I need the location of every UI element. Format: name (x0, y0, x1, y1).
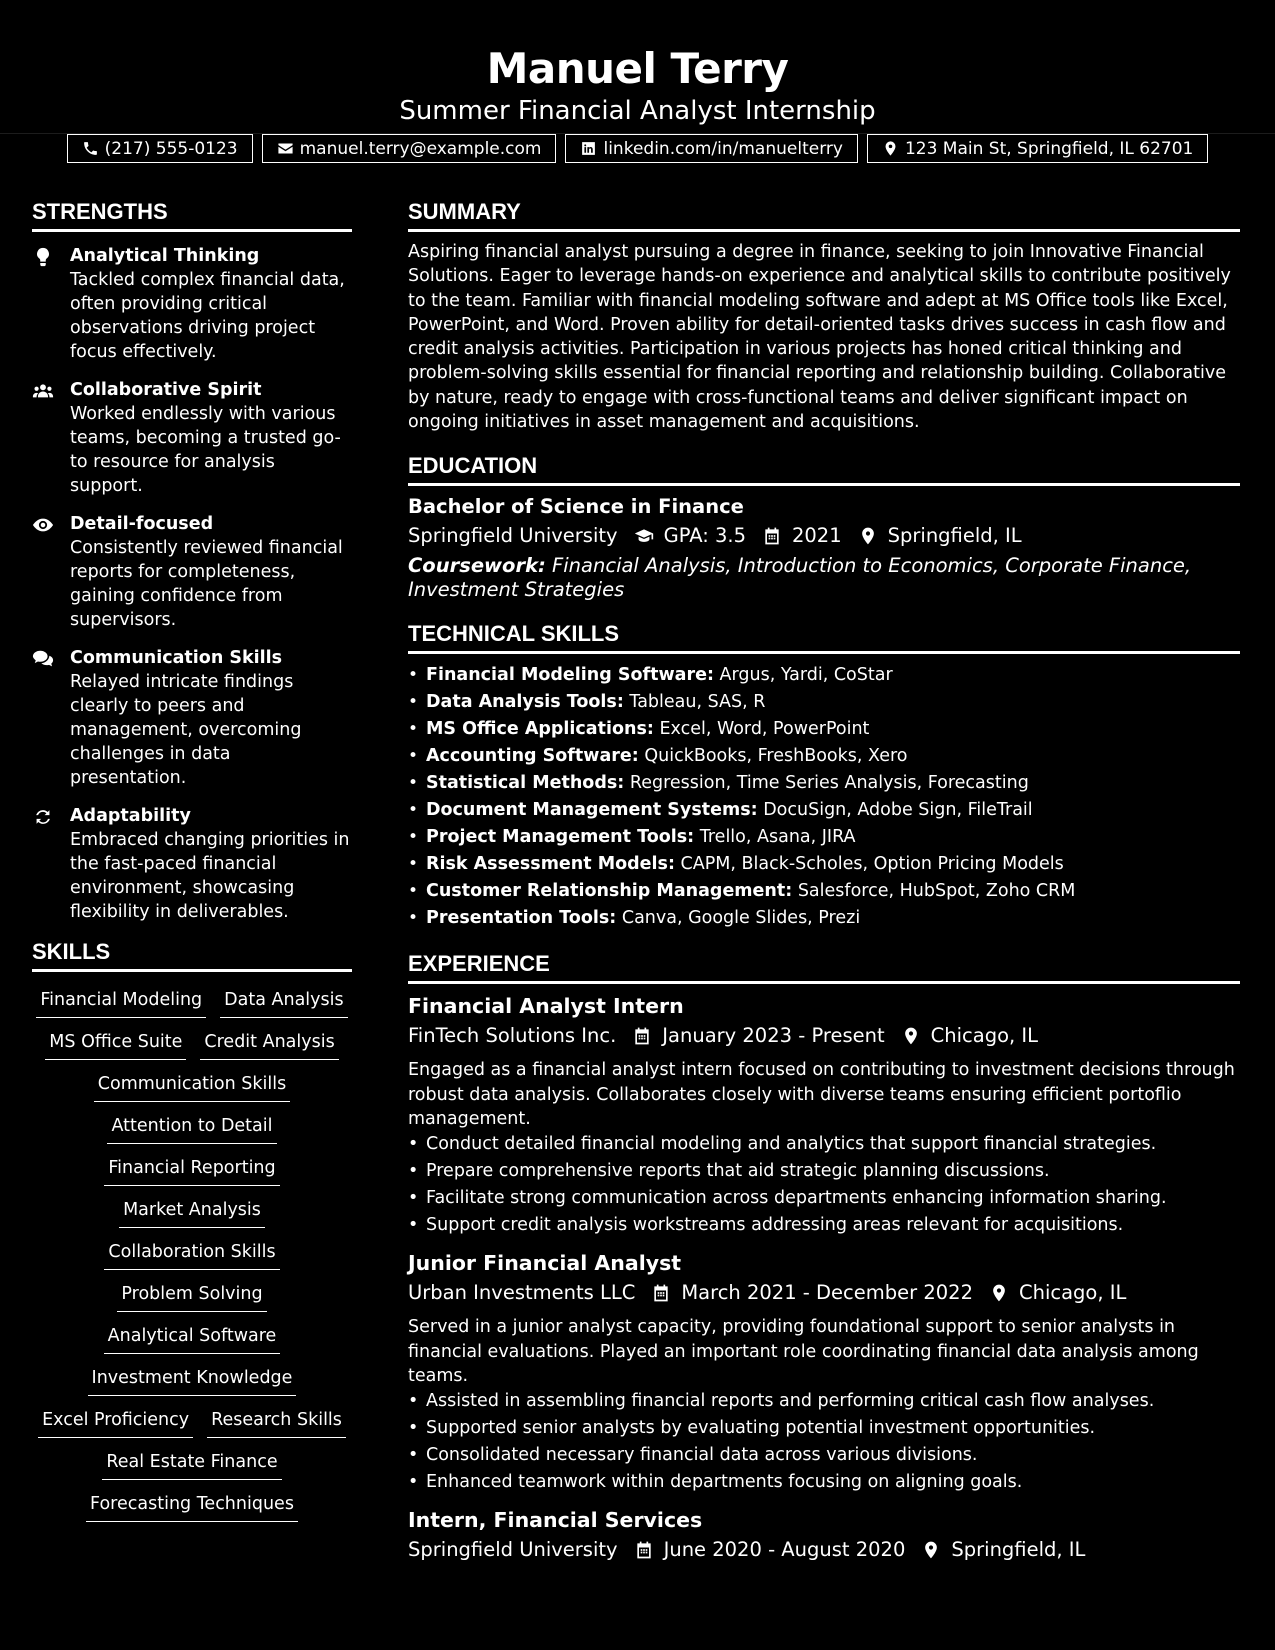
skill-tag: Attention to Detail (107, 1110, 276, 1144)
map-marker-icon (989, 1283, 1009, 1303)
sync-icon (32, 806, 54, 828)
list-item: • Supported senior analysts by evaluating potential investment opportunities. (408, 1415, 1240, 1442)
skill-tag: Credit Analysis (200, 1026, 338, 1060)
linkedin-text: linkedin.com/in/manuelterry (603, 138, 843, 159)
skill-label: Financial Modeling Software: (426, 665, 714, 686)
phone-text: (217) 555-0123 (104, 138, 238, 159)
left-column (32, 198, 352, 1524)
list-item: • Assisted in assembling financial reports and performing critical cash flow analyses. (408, 1388, 1240, 1415)
contact-bar (0, 134, 1275, 163)
strength-item (32, 646, 352, 790)
job-meta (408, 1020, 1240, 1052)
address-text: 123 Main St, Springfield, IL 62701 (904, 138, 1194, 159)
strength-desc: Embraced changing priorities in the fast-paced financial environment, showcasing flexibility in deliverables. (70, 830, 350, 922)
skill-value: DocuSign, Adobe Sign, FileTrail (763, 800, 1033, 821)
strength-title: Adaptability (70, 806, 191, 826)
skill-label: Statistical Methods: (426, 773, 625, 794)
list-item (408, 824, 1240, 851)
job-entry (408, 1249, 1240, 1496)
experience-heading: EXPERIENCE (408, 950, 1240, 984)
skill-label: Document Management Systems: (426, 800, 758, 821)
skill-tag: Financial Reporting (104, 1152, 279, 1186)
job-entry (408, 1506, 1240, 1566)
job-dates: January 2023 - Present (662, 1024, 885, 1048)
skill-label: Data Analysis Tools: (426, 692, 624, 713)
strength-desc: Worked endlessly with various teams, becoming a trusted go-to resource for analysis support. (70, 404, 341, 496)
strength-desc: Relayed intricate findings clearly to peers and management, overcoming challenges in data presentation. (70, 672, 302, 788)
resume-header (0, 0, 1275, 159)
skill-tag: Analytical Software (104, 1320, 281, 1354)
linkedin-icon (580, 140, 597, 157)
graduation-cap-icon (634, 526, 654, 546)
email-text: manuel.terry@example.com (299, 138, 542, 159)
list-item (408, 743, 1240, 770)
skill-label: Accounting Software: (426, 746, 639, 767)
map-marker-icon (901, 1026, 921, 1046)
skill-value: Regression, Time Series Analysis, Forecasting (629, 773, 1029, 794)
summary-heading: SUMMARY (408, 198, 1240, 232)
skill-value: Excel, Word, PowerPoint (659, 719, 870, 740)
job-bullets (408, 1131, 1240, 1239)
job-meta (408, 1277, 1240, 1309)
contact-phone[interactable] (67, 134, 253, 163)
map-marker-icon (921, 1540, 941, 1560)
skill-tag: Research Skills (207, 1404, 346, 1438)
list-item: • Prepare comprehensive reports that aid strategic planning discussions. (408, 1158, 1240, 1185)
skill-value: Argus, Yardi, CoStar (719, 665, 893, 686)
job-location: Chicago, IL (1018, 1281, 1127, 1305)
list-item (408, 716, 1240, 743)
skill-tag: Excel Proficiency (38, 1404, 193, 1438)
list-item: • Conduct detailed financial modeling and analytics that support financial strategies. (408, 1131, 1240, 1158)
job-title: Junior Financial Analyst (408, 1251, 682, 1276)
skills-tags (32, 984, 352, 1524)
skill-label: Project Management Tools: (426, 827, 695, 848)
strength-desc: Consistently reviewed financial reports for completeness, gaining confidence from supervisors. (70, 538, 343, 630)
strength-item (32, 244, 352, 364)
job-title: Intern, Financial Services (408, 1508, 703, 1533)
skill-tag: Market Analysis (119, 1194, 265, 1228)
strength-title: Detail-focused (70, 514, 214, 534)
lightbulb-icon (32, 246, 54, 268)
skill-value: CAPM, Black-Scholes, Option Pricing Models (680, 854, 1064, 875)
coursework-text: Financial Analysis, Introduction to Economics, Corporate Finance, Investment Strategies (408, 554, 1192, 602)
strength-desc: Tackled complex financial data, often providing critical observations driving project focus effectively. (70, 270, 345, 362)
skill-tag: Collaboration Skills (104, 1236, 279, 1270)
skill-tag: MS Office Suite (45, 1026, 186, 1060)
education-section (408, 452, 1240, 602)
skill-tag: Problem Solving (117, 1278, 266, 1312)
company-name: FinTech Solutions Inc. (408, 1024, 617, 1048)
summary-text: Aspiring financial analyst pursuing a degree in finance, seeking to join Innovative Financial Solutions. Eager to leverage hands-on experience and analytical skills to contribute positively to the team. Familiar with financial modeling software and adept at MS Office tools like Excel, PowerPoint, and Word. Proven ability for detail-oriented tasks drives success in cash flow and credit analysis activities. Participation in various projects has honed critical thinking and problem-solving skills essential for financial reporting and relationship building. Collaborative by nature, ready to engage with cross-functional teams and deliver significant impact on ongoing initiatives in asset management and acquisitions. (408, 242, 1231, 433)
job-meta (408, 1534, 1240, 1566)
job-bullets (408, 1388, 1240, 1496)
job-location: Chicago, IL (930, 1024, 1039, 1048)
job-description: Engaged as a financial analyst intern focused on contributing to investment decisions through robust data analysis. Collaborates closely with diverse teams ensuring efficient portoflio management. (408, 1060, 1235, 1129)
list-item (408, 662, 1240, 689)
skill-label: Presentation Tools: (426, 908, 617, 929)
list-item (408, 770, 1240, 797)
education-heading: EDUCATION (408, 452, 1240, 486)
phone-icon (82, 140, 99, 157)
map-marker-icon (882, 140, 899, 157)
skill-tag: Communication Skills (94, 1068, 290, 1102)
job-description: Served in a junior analyst capacity, providing foundational support to senior analysts in financial evaluations. Played an important role coordinating financial data analysis among teams. (408, 1317, 1199, 1386)
skill-tag: Financial Modeling (36, 984, 206, 1018)
list-item: • Consolidated necessary financial data across various divisions. (408, 1442, 1240, 1469)
calendar-icon (632, 1026, 652, 1046)
technical-skills-heading: TECHNICAL SKILLS (408, 620, 1240, 654)
right-column (408, 198, 1240, 1566)
strength-title: Analytical Thinking (70, 246, 260, 266)
calendar-icon (651, 1283, 671, 1303)
contact-email[interactable] (262, 134, 557, 163)
map-marker-icon (858, 526, 878, 546)
school-name: Springfield University (408, 524, 618, 548)
eye-icon (32, 514, 54, 536)
education-meta (408, 520, 1240, 552)
skill-value: Canva, Google Slides, Prezi (621, 908, 861, 929)
candidate-title: Summer Financial Analyst Internship (399, 96, 876, 126)
list-item (408, 851, 1240, 878)
strengths-list (32, 244, 352, 924)
skills-heading: SKILLS (32, 938, 352, 972)
job-title: Financial Analyst Intern (408, 994, 684, 1019)
list-item: • Facilitate strong communication across departments enhancing information sharing. (408, 1185, 1240, 1212)
skill-tag: Investment Knowledge (88, 1362, 297, 1396)
candidate-name: Manuel Terry (486, 44, 789, 93)
contact-linkedin[interactable] (565, 134, 857, 163)
skill-label: Risk Assessment Models: (426, 854, 675, 875)
strength-item (32, 378, 352, 498)
list-item (408, 689, 1240, 716)
strength-title: Collaborative Spirit (70, 380, 262, 400)
strength-title: Communication Skills (70, 648, 283, 668)
skill-value: Salesforce, HubSpot, Zoho CRM (797, 881, 1076, 902)
skill-tag: Data Analysis (220, 984, 347, 1018)
calendar-icon (762, 526, 782, 546)
job-location: Springfield, IL (951, 1538, 1086, 1562)
skill-label: Customer Relationship Management: (426, 881, 793, 902)
skill-tag: Real Estate Finance (102, 1446, 281, 1480)
job-entry (408, 992, 1240, 1239)
comments-icon (32, 648, 54, 670)
skill-tag: Forecasting Techniques (86, 1488, 298, 1522)
list-item (408, 905, 1240, 932)
list-item: • Enhanced teamwork within departments focusing on aligning goals. (408, 1469, 1240, 1496)
graduation-year: 2021 (791, 524, 842, 548)
skill-label: MS Office Applications: (426, 719, 654, 740)
contact-address[interactable] (867, 134, 1208, 163)
job-dates: June 2020 - August 2020 (663, 1538, 906, 1562)
list-item: • Support credit analysis workstreams addressing areas relevant for acquisitions. (408, 1212, 1240, 1239)
skill-value: Tableau, SAS, R (629, 692, 766, 713)
experience-section (408, 950, 1240, 1566)
list-item (408, 797, 1240, 824)
list-item (408, 878, 1240, 905)
company-name: Urban Investments LLC (408, 1281, 636, 1305)
envelope-icon (277, 140, 294, 157)
strengths-heading: STRENGTHS (32, 198, 352, 232)
strength-item (32, 512, 352, 632)
degree-title: Bachelor of Science in Finance (408, 495, 744, 519)
coursework-label: Coursework: (408, 554, 546, 578)
skill-value: Trello, Asana, JIRA (699, 827, 856, 848)
job-dates: March 2021 - December 2022 (681, 1281, 973, 1305)
calendar-icon (634, 1540, 654, 1560)
technical-skills-list (408, 662, 1240, 932)
users-icon (32, 380, 54, 402)
gpa-text: GPA: 3.5 (663, 524, 746, 548)
company-name: Springfield University (408, 1538, 618, 1562)
skill-value: QuickBooks, FreshBooks, Xero (644, 746, 908, 767)
strength-item (32, 804, 352, 924)
technical-skills-section (408, 620, 1240, 932)
education-location: Springfield, IL (887, 524, 1022, 548)
coursework (408, 554, 1240, 602)
